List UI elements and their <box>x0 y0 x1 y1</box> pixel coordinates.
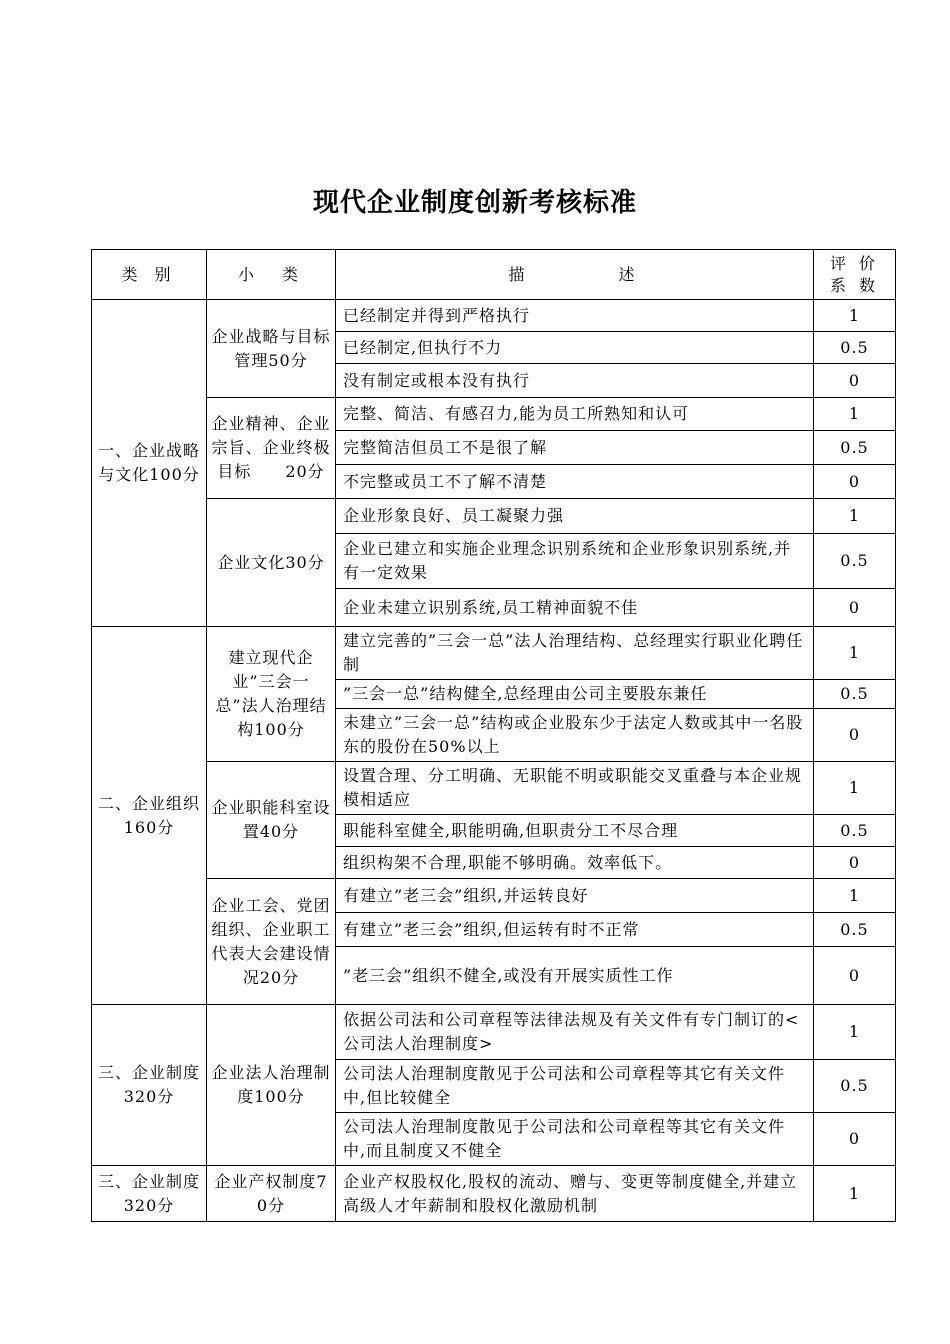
coefficient-cell: 0.5 <box>814 913 896 947</box>
coefficient-cell: 0.5 <box>814 332 896 364</box>
description-cell: 组织构架不合理,职能不够明确。效率低下。 <box>336 847 814 879</box>
description-cell: 依据公司法和公司章程等法律法规及有关文件有专门制订的<公司法人治理制度> <box>336 1005 814 1060</box>
header-coef-line1: 评 价 <box>829 253 880 273</box>
description-cell: 没有制定或根本没有执行 <box>336 364 814 398</box>
description-cell: 企业产权股权化,股权的流动、赠与、变更等制度健全,并建立高级人才年薪制和股权化激励机制 <box>336 1166 814 1222</box>
category-cell: 三、企业制度320分 <box>92 1166 207 1222</box>
table-row <box>92 499 896 534</box>
subcategory-cell: 企业战略与目标管理50分 <box>207 300 336 398</box>
coefficient-cell: 1 <box>814 762 896 815</box>
coefficient-cell: 0 <box>814 947 896 1005</box>
header-description: 描 述 <box>336 250 814 300</box>
header-subcategory: 小 类 <box>207 250 336 300</box>
description-cell: 已经制定,但执行不力 <box>336 332 814 364</box>
table-row <box>92 1005 896 1060</box>
page-title: 现代企业制度创新考核标准 <box>312 188 637 218</box>
coefficient-cell: 1 <box>814 1166 896 1222</box>
description-cell: 不完整或员工不了解不清楚 <box>336 465 814 499</box>
description-cell: 公司法人治理制度散见于公司法和公司章程等其它有关文件中,但比较健全 <box>336 1060 814 1113</box>
header-category: 类 别 <box>92 250 207 300</box>
coefficient-cell: 1 <box>814 879 896 913</box>
table-row <box>92 879 896 913</box>
subcategory-cell: 企业法人治理制度100分 <box>207 1005 336 1166</box>
description-cell: 有建立”老三会”组织,但运转有时不正常 <box>336 913 814 947</box>
table-row <box>92 1166 896 1222</box>
coefficient-cell: 0 <box>814 709 896 762</box>
description-cell: 已经制定并得到严格执行 <box>336 300 814 332</box>
description-cell: 完整、简洁、有感召力,能为员工所熟知和认可 <box>336 398 814 431</box>
category-cell: 二、企业组织160分 <box>92 627 207 1005</box>
description-cell: 建立完善的”三会一总”法人治理结构、总经理实行职业化聘任制 <box>336 627 814 680</box>
table-row <box>92 300 896 332</box>
coefficient-cell: 1 <box>814 1005 896 1060</box>
subcategory-cell: 建立现代企业”三会一总”法人治理结构100分 <box>207 627 336 762</box>
category-cell: 一、企业战略与文化100分 <box>92 300 207 627</box>
category-cell: 三、企业制度320分 <box>92 1005 207 1166</box>
description-cell: 职能科室健全,职能明确,但职责分工不尽合理 <box>336 815 814 847</box>
header-coef-line2: 系 数 <box>829 275 880 295</box>
table-header-row <box>92 250 896 300</box>
subcategory-cell: 企业工会、党团组织、企业职工代表大会建设情况20分 <box>207 879 336 1005</box>
coefficient-cell: 0 <box>814 1113 896 1166</box>
coefficient-cell: 0 <box>814 364 896 398</box>
subcategory-cell: 企业产权制度70分 <box>207 1166 336 1222</box>
subcategory-cell: 企业文化30分 <box>207 499 336 627</box>
description-cell: 设置合理、分工明确、无职能不明或职能交叉重叠与本企业规模相适应 <box>336 762 814 815</box>
coefficient-cell: 1 <box>814 300 896 332</box>
coefficient-cell: 0 <box>814 465 896 499</box>
description-cell: ”三会一总”结构健全,总经理由公司主要股东兼任 <box>336 680 814 709</box>
description-cell: ”老三会”组织不健全,或没有开展实质性工作 <box>336 947 814 1005</box>
subcategory-cell: 企业职能科室设置40分 <box>207 762 336 879</box>
coefficient-cell: 0 <box>814 847 896 879</box>
description-cell: 完整简洁但员工不是很了解 <box>336 431 814 465</box>
subcategory-cell: 企业精神、企业宗旨、企业终极目标 20分 <box>207 398 336 499</box>
header-coefficient <box>814 250 896 300</box>
coefficient-cell: 0.5 <box>814 1060 896 1113</box>
coefficient-cell: 1 <box>814 627 896 680</box>
assessment-table <box>91 249 896 1222</box>
description-cell: 公司法人治理制度散见于公司法和公司章程等其它有关文件中,而且制度又不健全 <box>336 1113 814 1166</box>
coefficient-cell: 0.5 <box>814 680 896 709</box>
table-row <box>92 762 896 815</box>
table-row <box>92 398 896 431</box>
table-row <box>92 627 896 680</box>
coefficient-cell: 0.5 <box>814 534 896 589</box>
coefficient-cell: 0.5 <box>814 431 896 465</box>
description-cell: 未建立”三会一总”结构或企业股东少于法定人数或其中一名股东的股份在50%以上 <box>336 709 814 762</box>
coefficient-cell: 0.5 <box>814 815 896 847</box>
coefficient-cell: 0 <box>814 589 896 627</box>
description-cell: 企业已建立和实施企业理念识别系统和企业形象识别系统,并有一定效果 <box>336 534 814 589</box>
description-cell: 企业形象良好、员工凝聚力强 <box>336 499 814 534</box>
description-cell: 有建立”老三会”组织,并运转良好 <box>336 879 814 913</box>
description-cell: 企业未建立识别系统,员工精神面貌不佳 <box>336 589 814 627</box>
coefficient-cell: 1 <box>814 499 896 534</box>
coefficient-cell: 1 <box>814 398 896 431</box>
